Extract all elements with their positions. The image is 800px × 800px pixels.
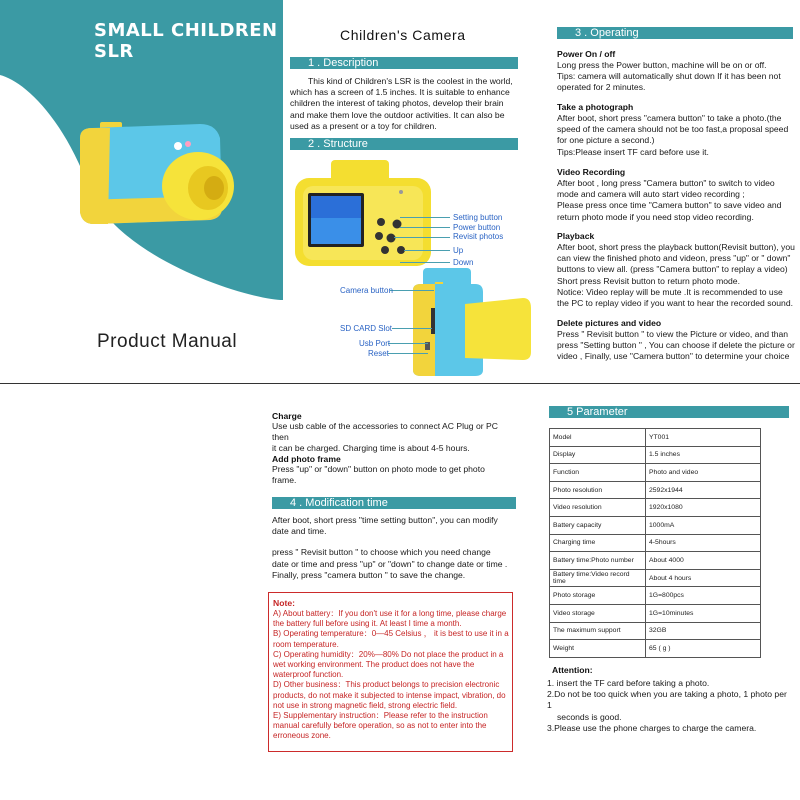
callout-line-camera xyxy=(390,290,434,291)
callout-down: Down xyxy=(453,258,474,267)
power-line-1: Long press the Power button, machine will be on or off. xyxy=(557,60,767,70)
param-value: Photo and video xyxy=(646,464,761,482)
power-line-3: operated for 2 minutes. xyxy=(557,82,646,93)
note-box xyxy=(268,592,513,752)
photo-line-3: for one picture a second.) xyxy=(557,135,655,146)
callout-reset: Reset xyxy=(368,349,389,358)
param-value: YT001 xyxy=(646,429,761,447)
modification-spacer xyxy=(272,537,517,547)
camera-back-view-image xyxy=(293,158,433,268)
photo-title: Take a photograph xyxy=(557,102,634,112)
attention-item-2: 2.Do not be too quick when you are taking a photo, 1 photo per 1 xyxy=(547,689,787,711)
table-row xyxy=(550,481,761,499)
playback-line-1: After boot, short press the playback button(Revisit button), you xyxy=(557,242,795,252)
callout-line-usb xyxy=(388,343,428,344)
description-text: This kind of Children's LSR is the coolest in the world, which has a screen of 1.5 inches. It is suitable to enhance children the interest of taking photos, develop their brain and make them love the outdoor activities. It can also be used as a present or a toy for children. xyxy=(290,76,513,131)
section-header-structure-label: 2 . Structure xyxy=(308,138,368,150)
callout-usb-port: Usb Port xyxy=(359,339,391,348)
page-divider xyxy=(0,383,800,384)
param-key: Photo resolution xyxy=(550,481,646,499)
video-text xyxy=(557,178,797,223)
section-header-structure xyxy=(290,138,518,150)
power-text xyxy=(557,60,797,94)
callout-setting-button: Setting button xyxy=(453,213,503,222)
table-row xyxy=(550,640,761,658)
cover-panel xyxy=(0,0,283,385)
note-item-supplementary: E) Supplementary instruction：Please refer to the instruction manual carefully before operation, so as not to enter into the erroneous zone. xyxy=(273,711,488,741)
delete-line-3: video , Finally, use "Camera button" to determine your choice xyxy=(557,351,790,362)
param-key: Battery time:Video record time xyxy=(550,569,646,587)
product-manual-title: Product Manual xyxy=(97,331,238,352)
param-value: 1G=800pcs xyxy=(646,587,761,605)
modification-line-1: After boot, short press "time setting button", you can modify xyxy=(272,515,498,525)
table-row xyxy=(550,569,761,587)
param-value: 1920x1080 xyxy=(646,499,761,517)
param-key: Video resolution xyxy=(550,499,646,517)
callout-power-button: Power button xyxy=(453,223,501,232)
callout-camera-button: Camera button xyxy=(340,286,393,295)
photo-line-4: Tips:Please insert TF card before use it. xyxy=(557,146,709,157)
modification-line-2: date and time. xyxy=(272,526,327,537)
param-key: Battery time:Photo number xyxy=(550,552,646,570)
note-item-business: D) Other business：This product belongs to precision electronic products, do not make it subjected to intense impact, vibration, do not use in strong magnetic field, strong electric field. xyxy=(273,680,506,710)
table-row xyxy=(550,446,761,464)
playback-line-6: the PC to replay video if you want to hear the recorded sound. xyxy=(557,298,793,309)
callout-line-sd xyxy=(392,328,432,329)
delete-line-1: Press " Revisit button " to view the Picture or video, and than xyxy=(557,329,789,339)
camera-side-view-image xyxy=(405,268,535,378)
param-key: Photo storage xyxy=(550,587,646,605)
parameter-table xyxy=(549,428,761,658)
charge-text xyxy=(272,421,517,455)
param-key: Battery capacity xyxy=(550,516,646,534)
param-value: 2592x1944 xyxy=(646,481,761,499)
photo-frame-line-1: Press "up" or "down" button on photo mode to get photo xyxy=(272,464,485,474)
param-key: The maximum support xyxy=(550,622,646,640)
param-value: About 4000 xyxy=(646,552,761,570)
table-row xyxy=(550,464,761,482)
param-key: Charging time xyxy=(550,534,646,552)
modification-text xyxy=(272,515,517,581)
attention-title: Attention: xyxy=(552,665,593,675)
charge-line-1: Use usb cable of the accessories to connect AC Plug or PC then xyxy=(272,421,498,443)
attention-item-1: 1. insert the TF card before taking a photo. xyxy=(547,678,710,688)
video-line-2: mode and camera will auto start video recording ; xyxy=(557,189,745,200)
table-row xyxy=(550,587,761,605)
charge-title: Charge xyxy=(272,411,302,421)
section-header-parameter-label: 5 Parameter xyxy=(567,406,628,418)
video-line-1: After boot , long press "Camera button" to switch to video xyxy=(557,178,775,188)
table-row xyxy=(550,429,761,447)
table-row xyxy=(550,552,761,570)
param-value: About 4 hours xyxy=(646,569,761,587)
photo-frame-title: Add photo frame xyxy=(272,454,341,464)
modification-line-4: date or time and press "up" or "down" to change date or time . xyxy=(272,558,508,569)
power-line-2: Tips: camera will automatically shut down If it has been not xyxy=(557,71,781,82)
param-key: Model xyxy=(550,429,646,447)
table-row xyxy=(550,604,761,622)
param-value: 4-5hours xyxy=(646,534,761,552)
attention-list xyxy=(547,678,792,734)
callout-revisit-photos: Revisit photos xyxy=(453,232,504,241)
section-header-operating-label: 3 . Operating xyxy=(575,27,639,39)
delete-title: Delete pictures and video xyxy=(557,318,662,328)
param-value: 1G=10minutes xyxy=(646,604,761,622)
callout-up: Up xyxy=(453,246,464,255)
param-key: Video storage xyxy=(550,604,646,622)
manual-title: Children's Camera xyxy=(340,27,466,43)
section-header-modification xyxy=(272,497,516,509)
delete-text xyxy=(557,329,797,363)
playback-line-2: can view the finished photo and videon, press "up" or " down" xyxy=(557,253,791,264)
photo-line-2: speed of the camera should not be too fast,a proposal speed xyxy=(557,124,789,135)
param-value: 65 ( g ) xyxy=(646,640,761,658)
section-header-description-label: 1 . Description xyxy=(308,57,379,69)
photo-frame-text xyxy=(272,464,517,486)
callout-line-up xyxy=(404,250,450,251)
param-value: 1.5 inches xyxy=(646,446,761,464)
table-row xyxy=(550,516,761,534)
photo-frame-line-2: frame. xyxy=(272,475,297,486)
note-item-temperature: B) Operating temperature：0—45 Celsius ， it is best to use it in a room temperature. xyxy=(273,629,509,649)
photo-line-1: After boot, short press "camera button" to take a photo.(the xyxy=(557,113,782,123)
video-title: Video Recording xyxy=(557,167,626,177)
param-key: Weight xyxy=(550,640,646,658)
attention-item-2-cont: seconds is good. xyxy=(557,711,622,722)
charge-line-2: it can be charged. Charging time is about 4-5 hours. xyxy=(272,443,470,454)
modification-line-5: Finally, press "camera button " to save the change. xyxy=(272,569,466,580)
table-row xyxy=(550,622,761,640)
photo-text xyxy=(557,113,797,158)
playback-title: Playback xyxy=(557,231,595,241)
note-title: Note: xyxy=(273,598,295,608)
param-value: 32GB xyxy=(646,622,761,640)
attention-item-3: 3.Please use the phone charges to charge the camera. xyxy=(547,722,757,733)
callout-line-setting xyxy=(400,217,450,218)
callout-line-revisit xyxy=(394,237,450,238)
brand-title: SMALL CHILDREN SLR xyxy=(94,20,278,62)
note-item-battery: A) About battery：If you don't use it for a long time, please charge the battery full before using it. At least I time a month. xyxy=(273,609,507,629)
modification-line-3: press " Revisit button " to choose which you need change xyxy=(272,547,491,558)
param-value: 1000mA xyxy=(646,516,761,534)
section-header-description xyxy=(290,57,518,69)
section-header-operating xyxy=(557,27,793,39)
section-header-modification-label: 4 . Modification time xyxy=(290,497,388,509)
note-item-humidity: C) Operating humidity：20%—80% Do not place the product in a wet working environment. The product does not have the waterproof function. xyxy=(273,649,504,680)
delete-line-2: press "Setting button " , You can choose if delete the picture or xyxy=(557,340,795,351)
callout-sd-card-slot: SD CARD Slot xyxy=(340,324,393,333)
callout-line-down xyxy=(400,262,450,263)
playback-line-4: Short press Revisit button to return photo mode. xyxy=(557,275,740,286)
param-key: Function xyxy=(550,464,646,482)
playback-line-3: buttons to view all. (press "Camera button" to replay a video) xyxy=(557,264,788,275)
playback-text xyxy=(557,242,797,309)
playback-line-5: Notice: Video replay will be mute .It is recommended to use xyxy=(557,286,783,297)
section-header-parameter xyxy=(549,406,789,418)
video-line-4: return photo mode if you need stop video recording. xyxy=(557,211,754,222)
callout-line-reset xyxy=(388,353,428,354)
param-key: Display xyxy=(550,446,646,464)
table-row xyxy=(550,499,761,517)
power-title: Power On / off xyxy=(557,49,616,59)
video-line-3: Please press once time "Camera button" to save video and xyxy=(557,200,782,211)
cover-camera-image xyxy=(60,100,250,240)
callout-line-power xyxy=(400,227,450,228)
table-row xyxy=(550,534,761,552)
